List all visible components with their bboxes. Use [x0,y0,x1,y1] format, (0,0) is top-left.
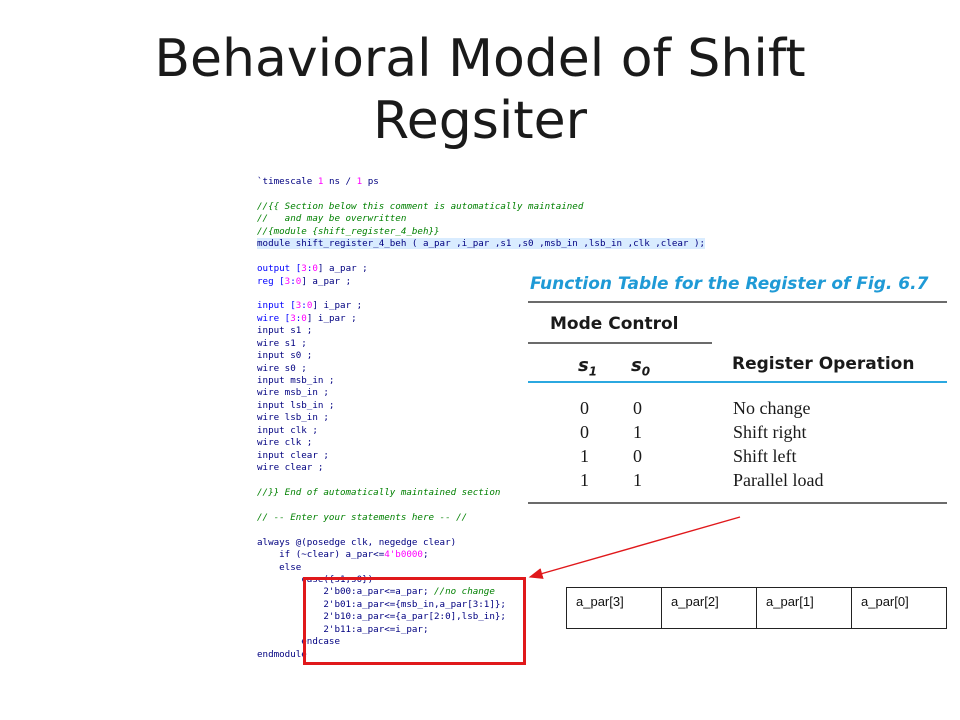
table-cell-s1: 0 [580,398,589,418]
register-bit-cell: a_par[2] [662,588,757,628]
table-cell-s1: 1 [580,470,589,490]
table-cell-op: Shift left [733,446,797,466]
code-token: endmodule [257,648,307,660]
code-token: 1 [317,176,324,187]
table-cell-s1: 1 [580,446,589,466]
table-cell-s0: 1 [633,470,642,490]
table-cell-s0: 0 [633,446,642,466]
code-token: : [306,263,313,275]
register-operation-header: Register Operation [732,354,915,374]
table-cell-s0: 1 [633,422,642,442]
code-token: input clear ; [257,449,329,461]
code-token: 3 [301,263,307,275]
function-table-caption: Function Table for the Register of Fig. 6.7 [530,274,929,294]
code-token: `timescale [257,176,318,187]
s0-header: $s_0$ [631,355,651,379]
code-token: reg [ [257,275,285,287]
code-token: 3 [295,300,302,312]
code-token: input [ [257,300,296,312]
code-token: //{module {shift_register_4_beh}} [257,225,440,237]
code-token: ] i_par ; [306,312,357,324]
code-token: : [290,275,296,287]
code-token: input msb_in ; [257,375,335,386]
table-cell-s1: 0 [580,422,589,442]
table-cell-op: No change [733,398,811,418]
code-token: input lsb_in ; [257,399,335,411]
code-token: 0 [301,312,307,324]
slide-title-line-2: Regsiter [372,91,588,151]
code-token: wire [ [257,312,291,324]
code-token: // and may be overwritten [257,213,407,225]
code-token: //{{ Section below this comment is automatically maintained [257,200,584,212]
code-token: 3 [290,312,296,324]
code-token: // -- Enter your statements here -- // [257,511,468,523]
arrow-line [530,517,740,577]
register-bit-cell: a_par[0] [861,594,909,609]
code-token: 0 [295,275,302,287]
code-token: //no change [434,586,495,598]
code-token: input clk ; [257,424,318,436]
code-token: wire msb_in ; [257,387,329,399]
code-token: //}} End of automatically maintained section [257,486,501,498]
slide-title-line-1: Behavioral Model of Shift [154,29,806,89]
code-token: ] a_par ; [317,263,368,275]
code-token: endcase [257,636,340,648]
s1-header: $s_1$ [578,355,598,379]
code-token: module shift_register_4_beh ( a_par ,i_par ,s1 ,s0 ,msb_in ,lsb_in ,clk ,clear ); [257,238,706,250]
code-token: ns / [323,176,357,187]
code-token: 2'b11:a_par<=i_par; [257,623,429,635]
code-token: 2'b00:a_par<=a_par; [257,586,435,598]
code-token: ps [362,176,379,187]
code-token: wire lsb_in ; [257,412,329,424]
code-token: always @(posedge clk, negedge clear) [257,536,457,548]
code-token: ] a_par ; [301,275,352,287]
table-cell-s0: 0 [633,398,642,418]
register-bit-cell: a_par[1] [757,588,852,628]
register-bit-cell: a_par[3] [567,588,662,628]
code-token: else [257,561,302,573]
table-cell-op: Shift right [733,422,807,442]
code-token: wire s1 ; [257,337,307,349]
code-token: ; [422,549,429,561]
code-token: ] i_par ; [312,300,363,312]
code-token: 2'b01:a_par<={msb_in,a_par[3:1]}; [257,598,506,610]
code-token: wire clear ; [257,462,324,474]
mode-control-header: Mode Control [550,314,679,334]
code-token: if (~clear) a_par<= [257,549,385,561]
code-token: input s0 ; [257,350,313,362]
code-token: output [ [257,263,302,275]
code-token: 4'b0000 [384,549,423,561]
code-token: : [295,312,302,324]
table-cell-op: Parallel load [733,470,824,490]
code-token: 3 [284,275,291,287]
code-token: 0 [306,300,313,312]
code-token: : [301,300,307,312]
code-token: 2'b10:a_par<={a_par[2:0],lsb_in}; [257,611,506,623]
code-token: input s1 ; [257,325,313,337]
code-token: wire clk ; [257,437,313,449]
code-token: wire s0 ; [257,362,307,374]
code-token: 0 [312,263,318,275]
code-token: 1 [356,176,363,187]
code-token: case({s1,s0}) [257,574,374,585]
